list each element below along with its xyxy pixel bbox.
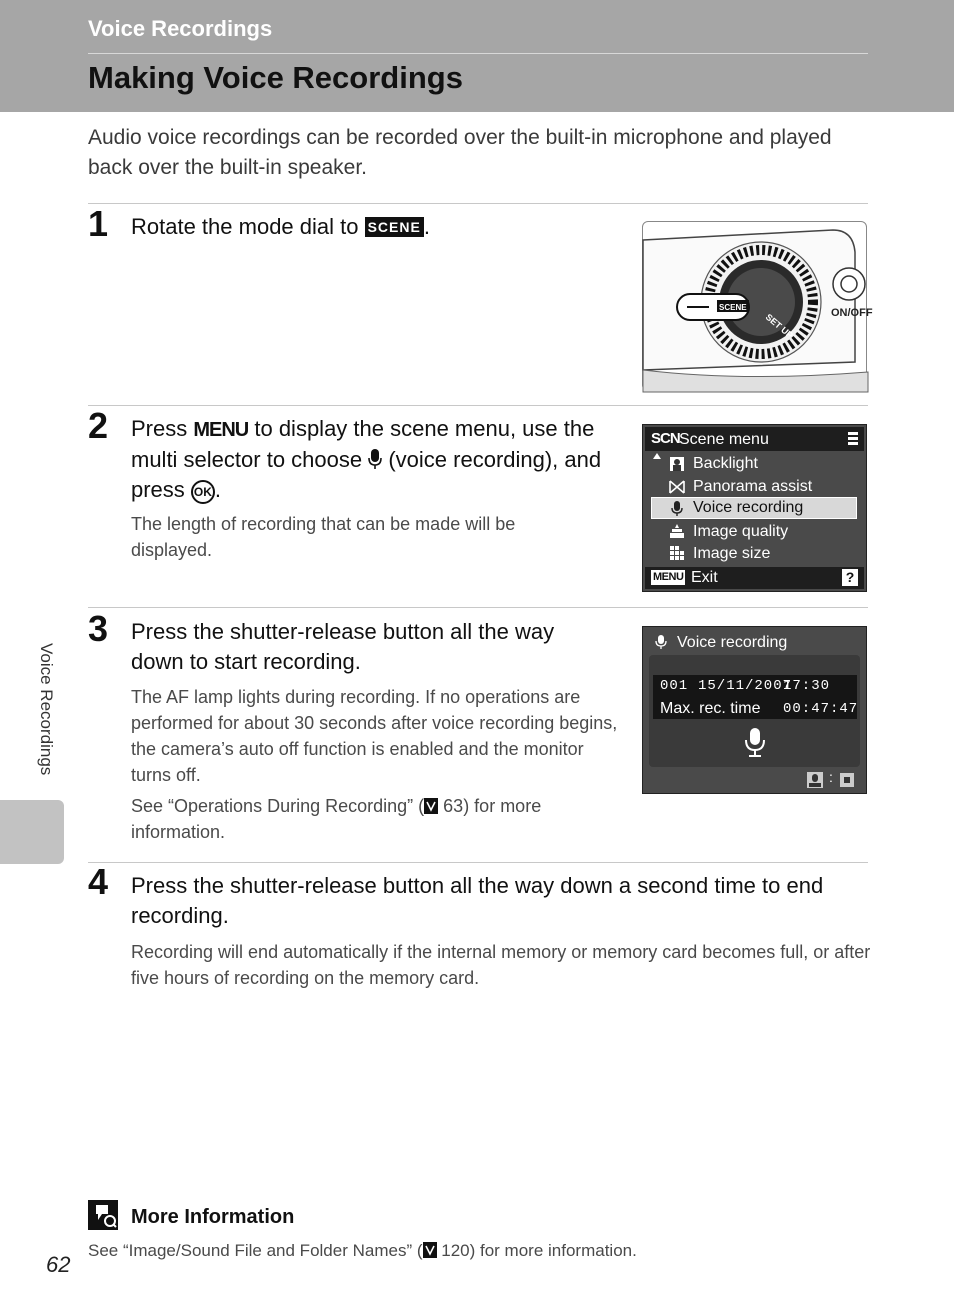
step-4-instruction: Press the shutter-release button all the way down a second time to end recording. <box>131 873 824 928</box>
scene-menu-item[interactable]: Backlight <box>693 455 758 472</box>
scene-menu-footer <box>645 567 864 589</box>
sidebar-tab <box>0 800 64 864</box>
more-information-text <box>88 1241 637 1261</box>
step-2-note: The length of recording that can be made will be displayed. <box>131 514 516 560</box>
scene-menu-item[interactable]: Panorama assist <box>693 478 813 495</box>
exit-label[interactable]: Exit <box>691 569 718 586</box>
step-2-text: to display the scene menu, use the multi selector to choose <box>131 416 595 472</box>
voice-screen-title: Voice recording <box>677 634 788 651</box>
large-microphone-icon <box>744 727 766 757</box>
more-information-text-end: ) for more information. <box>469 1241 637 1260</box>
camera-mode-dial-illustration <box>642 221 873 391</box>
step-1-text: Rotate the mode dial to <box>131 214 365 239</box>
more-information-title: More Information <box>131 1206 295 1228</box>
max-rec-label: Max. rec. time <box>660 700 761 717</box>
recording-date: 15/11/2007 <box>698 678 793 694</box>
page-header <box>0 0 954 112</box>
step-3-reference <box>131 793 611 845</box>
step-number: 2 <box>88 405 109 446</box>
header-divider <box>88 53 868 54</box>
menu-button-label: MENU <box>193 419 249 441</box>
reference-page[interactable]: 63 <box>443 796 464 816</box>
microphone-icon <box>655 634 667 650</box>
camera-body-illustration <box>643 222 873 392</box>
step-2-text: Press <box>131 416 194 441</box>
step-number: 3 <box>88 608 109 649</box>
step-divider <box>88 607 868 608</box>
step-2-instruction <box>131 414 611 505</box>
step-2-text: . <box>214 477 222 502</box>
step-1-instruction <box>131 212 430 242</box>
max-rec-value: 00:47:47 <box>783 701 859 717</box>
ok-button-icon: OK <box>191 480 215 504</box>
step-4-note: Recording will end automatically if the internal memory or memory card becomes full, or after five hours of recording on the memory card. <box>131 942 871 988</box>
scroll-up-icon <box>653 453 661 459</box>
scene-menu-title: Scene menu <box>679 431 769 448</box>
menu-key-icon: MENU <box>653 571 684 583</box>
reference-text: See “Operations During Recording” ( <box>131 796 425 816</box>
page-reference-icon <box>423 1242 437 1258</box>
more-information-icon <box>88 1200 118 1230</box>
reference-text: ) for more information. <box>131 796 542 842</box>
memory-status-icon <box>839 772 855 788</box>
help-icon[interactable]: ? <box>842 569 858 586</box>
microphone-icon <box>368 448 382 470</box>
setup-label: SET UP <box>763 311 796 341</box>
voice-recording-screen <box>642 626 867 794</box>
step-3-note: The AF lamp lights during recording. If no operations are performed for about 30 seconds after voice recording begins, the camera’s auto off function is enabled and the monitor turns off. <box>131 687 618 785</box>
page-reference-icon <box>424 798 438 814</box>
step-divider <box>88 203 868 204</box>
microphone-icon <box>669 500 685 516</box>
power-label: ON/OFF <box>831 307 873 319</box>
step-2-text: (voice recording), and press <box>131 447 602 502</box>
file-number: 001 <box>660 678 689 694</box>
panorama-icon <box>669 479 685 495</box>
page-title: Making Voice Recordings <box>88 60 463 95</box>
scene-menu-title-bar <box>645 427 864 451</box>
step-3-instruction: Press the shutter-release button all the way down to start recording. <box>131 619 555 674</box>
step-divider <box>88 405 868 406</box>
scene-mode-icon: SCN <box>651 430 680 447</box>
recording-time: 17:30 <box>783 678 831 694</box>
scene-menu-screen <box>642 424 867 592</box>
scene-menu-item[interactable]: Image quality <box>693 523 789 540</box>
step-number: 1 <box>88 203 109 244</box>
scene-menu-item-selected[interactable]: Voice recording <box>693 499 804 516</box>
status-separator: : <box>829 769 833 785</box>
more-information-text-start: See “Image/Sound File and Folder Names” ( <box>88 1241 423 1260</box>
backlight-icon <box>669 456 685 472</box>
scene-mode-badge: SCENE <box>365 217 424 237</box>
internal-memory-icon <box>806 771 824 789</box>
image-size-icon <box>669 545 685 561</box>
step-divider <box>88 862 868 863</box>
page-number: 62 <box>46 1252 71 1277</box>
step-1-text-end: . <box>423 214 430 239</box>
sidebar-section-label <box>36 643 60 788</box>
dial-scene-label: SCENE <box>719 303 747 312</box>
intro-paragraph: Audio voice recordings can be recorded over the built-in microphone and played back over the built-in speaker. <box>88 126 832 179</box>
scroll-indicator-icon <box>848 432 858 446</box>
scene-menu-item[interactable]: Image size <box>693 545 771 562</box>
section-title: Voice Recordings <box>88 16 273 41</box>
reference-page[interactable]: 120 <box>441 1241 470 1260</box>
image-quality-icon <box>669 523 685 539</box>
step-number: 4 <box>88 861 109 902</box>
sidebar-label-text: Voice Recordings <box>37 643 56 776</box>
